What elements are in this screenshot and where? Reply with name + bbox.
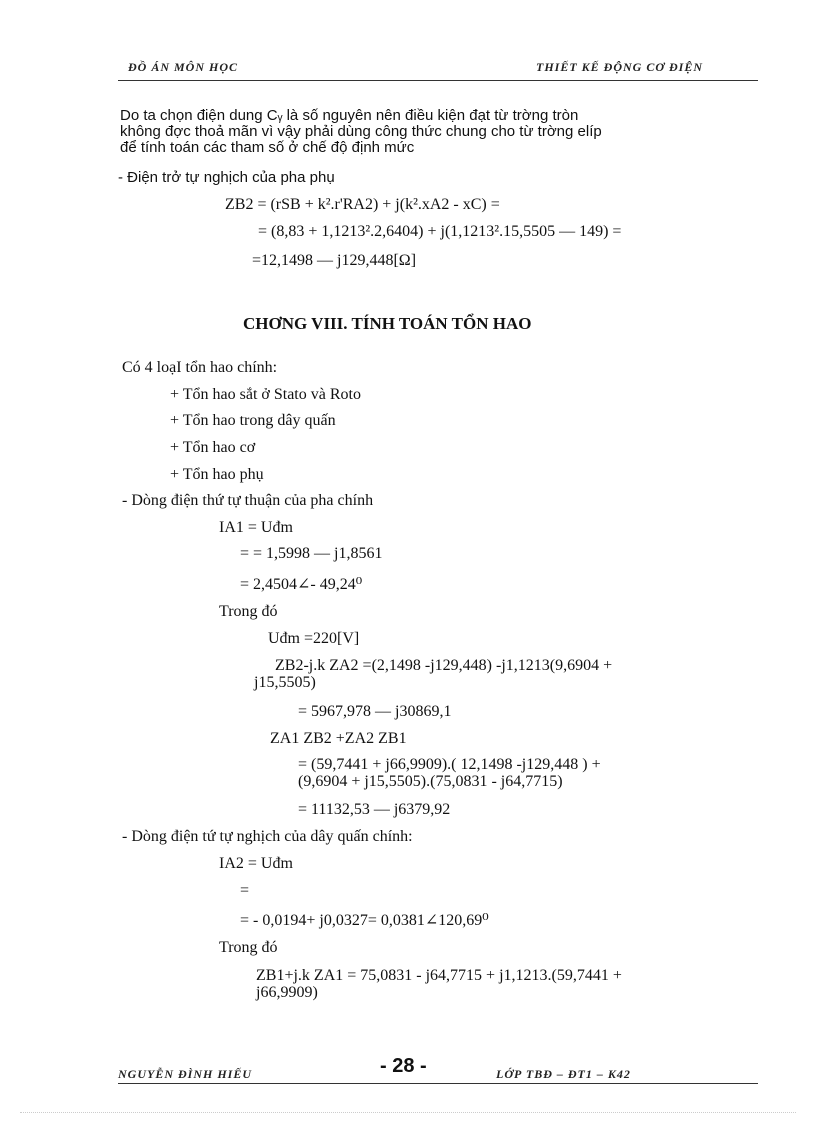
z2-expr: ZA1 ZB2 +ZA2 ZB1	[270, 730, 407, 747]
pos-current-label: - Dòng điện thứ tự thuận của pha chính	[122, 492, 374, 509]
udm-value: Uđm =220[V]	[268, 630, 360, 647]
neg-resist-eq1: ZB2 = (rSB + k².r'RA2) + j(k².xA2 - xC) =	[225, 196, 500, 213]
intro-line-2: không đợc thoả mãn vì vậy phải dùng công thức chung cho từ trờng elíp	[120, 123, 602, 140]
where-label-2: Trong đó	[219, 939, 278, 956]
z2-result: = 11132,53 — j6379,92	[298, 801, 451, 818]
ia2-result: = - 0,0194+ j0,0327= 0,0381∠120,69⁰	[240, 912, 489, 929]
header-divider	[118, 80, 758, 81]
intro-line-3: để tính toán các tham số ở chế độ định mức	[120, 139, 415, 156]
page-edge	[20, 1112, 796, 1113]
neg-resist-label: - Điện trở tự nghịch của pha phụ	[118, 169, 335, 186]
z2-line-b: (9,6904 + j15,5505).(75,0831 - j64,7715)	[298, 773, 563, 790]
z1-line-b: j15,5505)	[254, 674, 316, 691]
ia1-result-1: = = 1,5998 — j1,8561	[240, 545, 383, 562]
neg-resist-eq2: = (8,83 + 1,1213².2,6404) + j(1,1213².15,5505 — 149) =	[258, 223, 622, 240]
intro-line-1: Do ta chọn điện dung Cᵧ là số nguyên nên điều kiện đạt từ trờng tròn	[120, 107, 579, 124]
zb1-line-b: j66,9909)	[256, 984, 318, 1001]
where-label: Trong đó	[219, 603, 278, 620]
neg-resist-eq3: =12,1498 — j129,448[Ω]	[252, 252, 417, 269]
footer-left: NGUYỄN ĐÌNH HIẾU	[118, 1067, 253, 1081]
header-left: ĐỒ ÁN MÔN HỌC	[128, 60, 239, 74]
ia2-formula: IA2 = Uđm	[219, 855, 293, 872]
ia2-eq: =	[240, 882, 250, 899]
zb1-line-a: ZB1+j.k ZA1 = 75,0831 - j64,7715 + j1,1213.(59,7441 +	[256, 967, 622, 984]
footer-right: LỚP TBĐ – ĐT1 – K42	[496, 1067, 631, 1081]
losses-intro: Có 4 loạI tổn hao chính:	[122, 359, 278, 376]
page-number: - 28 -	[380, 1055, 427, 1077]
footer-divider	[118, 1083, 758, 1084]
ia1-result-2: = 2,4504∠- 49,24⁰	[240, 576, 363, 593]
neg-current-label: - Dòng điện tứ tự nghịch của dây quấn chính:	[122, 828, 413, 845]
z1-line-a: ZB2-j.k ZA2 =(2,1498 -j129,448) -j1,1213(9,6904 +	[275, 657, 613, 674]
z1-result: = 5967,978 — j30869,1	[298, 703, 452, 720]
chapter-title: CHƠNG VIII. TÍNH TOÁN TỔN HAO	[243, 314, 532, 333]
loss-item: + Tổn hao cơ	[170, 439, 256, 456]
loss-item: + Tổn hao trong dây quấn	[170, 412, 336, 429]
loss-item: + Tổn hao sắt ở Stato và Roto	[170, 386, 361, 403]
z2-line-a: = (59,7441 + j66,9909).( 12,1498 -j129,448 ) +	[298, 756, 601, 773]
header-right: THIẾT KẾ ĐỘNG CƠ ĐIỆN	[536, 60, 704, 74]
loss-item: + Tổn hao phụ	[170, 466, 264, 483]
ia1-formula: IA1 = Uđm	[219, 519, 293, 536]
